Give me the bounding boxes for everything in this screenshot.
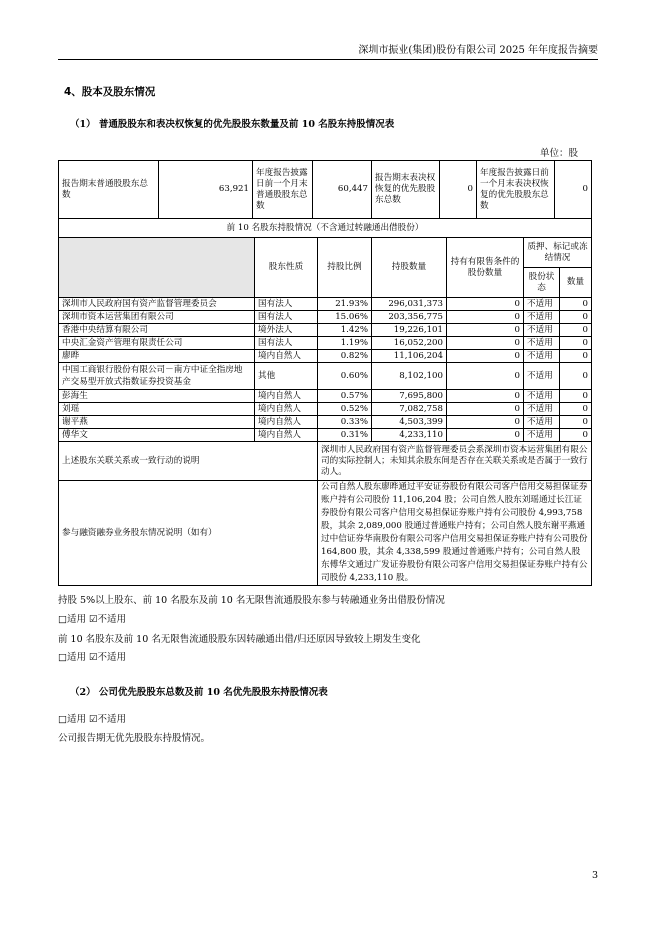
header-shares: 持股数量 [372,238,447,298]
shareholder-name: 深圳市人民政府国有资产监督管理委员会 [59,298,255,311]
summary-label-1: 报告期末普通股股东总数 [59,161,159,219]
top10-title: 前 10 名股东持股情况（不含通过转融通出借股份） [59,219,592,238]
pledge-qty: 0 [560,324,592,337]
pledge-status: 不适用 [524,429,560,442]
margin-text: 公司自然人股东廖晔通过平安证券股份有限公司客户信用交易担保证券账户持有公司股份 11,106,204 股；公司自然人股东刘瑶通过长江证券股份有限公司客户信用交易担保证券账户持有公司股份 4,993,758 股，其余 2,089,000 股通过普通账户持有；公司自然人股东谢平燕通过中信证券华南股份有限公司客户信用交易担保证券账户持有公司股份 164,800 股，其余 4,338,599 股通过普通账户持有；公司自然人股东傅华文通过广发证券股份有限公司客户信用交易担保证券账户持有公司股份 4,233,110 股。 [318,481,592,586]
shareholder-nature: 国有法人 [255,337,318,350]
pledge-status: 不适用 [524,324,560,337]
shareholder-nature: 境内自然人 [255,403,318,416]
pledge-qty: 0 [560,390,592,403]
pledge-qty: 0 [560,403,592,416]
shareholder-name: 深圳市资本运营集团有限公司 [59,311,255,324]
shareholder-ratio: 0.60% [318,363,372,390]
pledge-qty: 0 [560,311,592,324]
summary-value-4: 0 [555,161,592,219]
shareholder-shares: 8,102,100 [372,363,447,390]
shareholder-nature: 国有法人 [255,311,318,324]
related-label: 上述股东关联关系或一致行动的说明 [59,442,318,481]
note-change: 前 10 名股东及前 10 名无限售流通股股东因转融通出借/归还原因导致较上期发生变化 [58,634,421,645]
shareholder-restricted: 0 [447,429,524,442]
shareholder-ratio: 0.52% [318,403,372,416]
shareholder-shares: 296,031,373 [372,298,447,311]
related-text: 深圳市人民政府国有资产监督管理委员会系深圳市资本运营集团有限公司的实际控制人；未知其余股东间是否存在关联关系或是否属于一致行动人。 [318,442,592,481]
header-restricted: 持有有限售条件的股份数量 [447,238,524,298]
subsection-title-common-shareholders: （1） 普通股股东和表决权恢复的优先股股东数量及前 10 名股东持股情况表 [70,119,395,130]
margin-label: 参与融资融券业务股东情况说明（如有） [59,481,318,586]
subsection-title-preferred: （2） 公司优先股股东总数及前 10 名优先股股东持股情况表 [70,687,328,698]
shareholder-summary-table [58,160,592,219]
shareholder-restricted: 0 [447,390,524,403]
summary-value-2: 60,447 [313,161,372,219]
shareholder-ratio: 1.42% [318,324,372,337]
header-pledge-group: 质押、标记或冻结情况 [524,238,592,268]
header-pledge-qty: 数量 [560,268,592,298]
table-row [59,350,592,363]
note-lending: 持股 5%以上股东、前 10 名股东及前 10 名无限售流通股股东参与转融通业务出借股份情况 [58,595,445,606]
shareholder-shares: 7,082,758 [372,403,447,416]
header-pledge-status: 股份状态 [524,268,560,298]
note-preferred: 公司报告期无优先股股东持股情况。 [58,733,211,744]
shareholder-shares: 11,106,204 [372,350,447,363]
checkbox-change: □适用 ☑不适用 [58,652,127,663]
shareholder-restricted: 0 [447,311,524,324]
table-row [59,311,592,324]
pledge-qty: 0 [560,416,592,429]
shareholder-name: 香港中央结算有限公司 [59,324,255,337]
shareholder-nature: 境内自然人 [255,390,318,403]
shareholder-nature: 境内自然人 [255,416,318,429]
shareholder-name: 刘瑶 [59,403,255,416]
shareholder-ratio: 0.57% [318,390,372,403]
shareholder-name: 彭海生 [59,390,255,403]
shareholder-restricted: 0 [447,350,524,363]
shareholder-shares: 4,233,110 [372,429,447,442]
checkbox-preferred: □适用 ☑不适用 [58,714,127,725]
table-row [59,416,592,429]
table-row [59,363,592,390]
section-title: 4、股本及股东情况 [64,86,156,98]
shareholder-nature: 境内自然人 [255,350,318,363]
shareholder-shares: 4,503,399 [372,416,447,429]
pledge-qty: 0 [560,298,592,311]
shareholder-name: 傅华文 [59,429,255,442]
pledge-status: 不适用 [524,337,560,350]
shareholder-name: 廖晔 [59,350,255,363]
table-row [59,298,592,311]
table-row [59,337,592,350]
shareholder-restricted: 0 [447,337,524,350]
pledge-status: 不适用 [524,298,560,311]
pledge-status: 不适用 [524,403,560,416]
pledge-status: 不适用 [524,363,560,390]
pledge-status: 不适用 [524,350,560,363]
shareholder-nature: 境外法人 [255,324,318,337]
page-number: 3 [592,870,599,881]
summary-value-3: 0 [440,161,477,219]
shareholder-shares: 203,356,775 [372,311,447,324]
shareholder-ratio: 1.19% [318,337,372,350]
table-row [59,390,592,403]
shareholder-restricted: 0 [447,416,524,429]
shareholder-rows [59,298,592,442]
shareholder-ratio: 0.82% [318,350,372,363]
table-row [59,429,592,442]
shareholder-ratio: 0.33% [318,416,372,429]
shareholder-ratio: 21.93% [318,298,372,311]
shareholder-restricted: 0 [447,298,524,311]
header-ratio: 持股比例 [318,238,372,298]
shareholder-shares: 16,052,200 [372,337,447,350]
summary-label-2: 年度报告披露日前一个月末普通股股东总数 [253,161,313,219]
page-header: 深圳市振业(集团)股份有限公司 2025 年年度报告摘要 [58,41,598,60]
shareholder-shares: 7,695,800 [372,390,447,403]
summary-label-4: 年度报告披露日前一个月末表决权恢复的优先股股东总数 [477,161,555,219]
shareholder-nature: 其他 [255,363,318,390]
pledge-status: 不适用 [524,311,560,324]
pledge-qty: 0 [560,337,592,350]
pledge-qty: 0 [560,429,592,442]
shareholder-nature: 国有法人 [255,298,318,311]
top10-shareholders-table [58,218,592,586]
shareholder-restricted: 0 [447,403,524,416]
shareholder-name: 谢平燕 [59,416,255,429]
shareholder-ratio: 0.31% [318,429,372,442]
summary-label-3: 报告期末表决权恢复的优先股股东总数 [372,161,440,219]
summary-value-1: 63,921 [159,161,253,219]
shareholder-restricted: 0 [447,324,524,337]
pledge-status: 不适用 [524,416,560,429]
header-blank [59,238,255,298]
checkbox-lending: □适用 ☑不适用 [58,614,127,625]
header-nature: 股东性质 [255,238,318,298]
unit-label: 单位：股 [540,148,579,159]
shareholder-shares: 19,226,101 [372,324,447,337]
shareholder-name: 中国工商银行股份有限公司－南方中证全指房地产交易型开放式指数证券投资基金 [59,363,255,390]
shareholder-restricted: 0 [447,363,524,390]
table-row [59,403,592,416]
pledge-qty: 0 [560,350,592,363]
shareholder-ratio: 15.06% [318,311,372,324]
pledge-status: 不适用 [524,390,560,403]
table-row [59,324,592,337]
shareholder-nature: 境内自然人 [255,429,318,442]
pledge-qty: 0 [560,363,592,390]
shareholder-name: 中央汇金资产管理有限责任公司 [59,337,255,350]
